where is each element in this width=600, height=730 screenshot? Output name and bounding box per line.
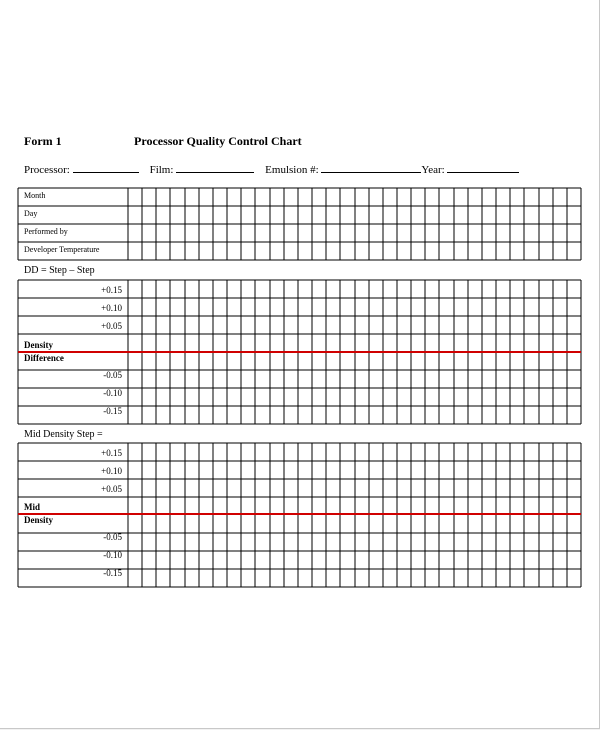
row-label-day: Day (24, 209, 38, 218)
density-difference-label: DD = Step – Step (24, 265, 95, 276)
year-label: Year: (421, 164, 445, 176)
s2-center-label-2: Density (24, 515, 53, 525)
s1-minus-005: -0.05 (103, 370, 122, 380)
s2-plus-015: +0.15 (101, 448, 122, 458)
row-label-performed-by: Performed by (24, 227, 68, 236)
s2-minus-005: -0.05 (103, 532, 122, 542)
s1-minus-010: -0.10 (103, 388, 122, 398)
film-label: Film: (149, 164, 174, 176)
s1-plus-005: +0.05 (101, 321, 122, 331)
s2-center-label-1: Mid (24, 502, 41, 512)
emulsion-label: Emulsion #: (265, 164, 319, 176)
chart-title: Processor Quality Control Chart (134, 134, 302, 148)
mid-density-label: Mid Density Step = (24, 429, 103, 440)
s1-center-label-2: Difference (24, 353, 64, 363)
s1-plus-015: +0.15 (101, 285, 122, 295)
row-label-month: Month (24, 191, 46, 200)
s1-plus-010: +0.10 (101, 303, 122, 313)
s2-minus-015: -0.15 (103, 568, 122, 578)
row-label-developer-temperature: Developer Temperature (24, 245, 100, 254)
s2-plus-010: +0.10 (101, 466, 122, 476)
s2-minus-010: -0.10 (103, 550, 122, 560)
processor-label: Processor: (24, 164, 70, 176)
form-number: Form 1 (24, 134, 62, 148)
s1-minus-015: -0.15 (103, 406, 122, 416)
s1-center-label-1: Density (24, 340, 53, 350)
s2-plus-005: +0.05 (101, 484, 122, 494)
